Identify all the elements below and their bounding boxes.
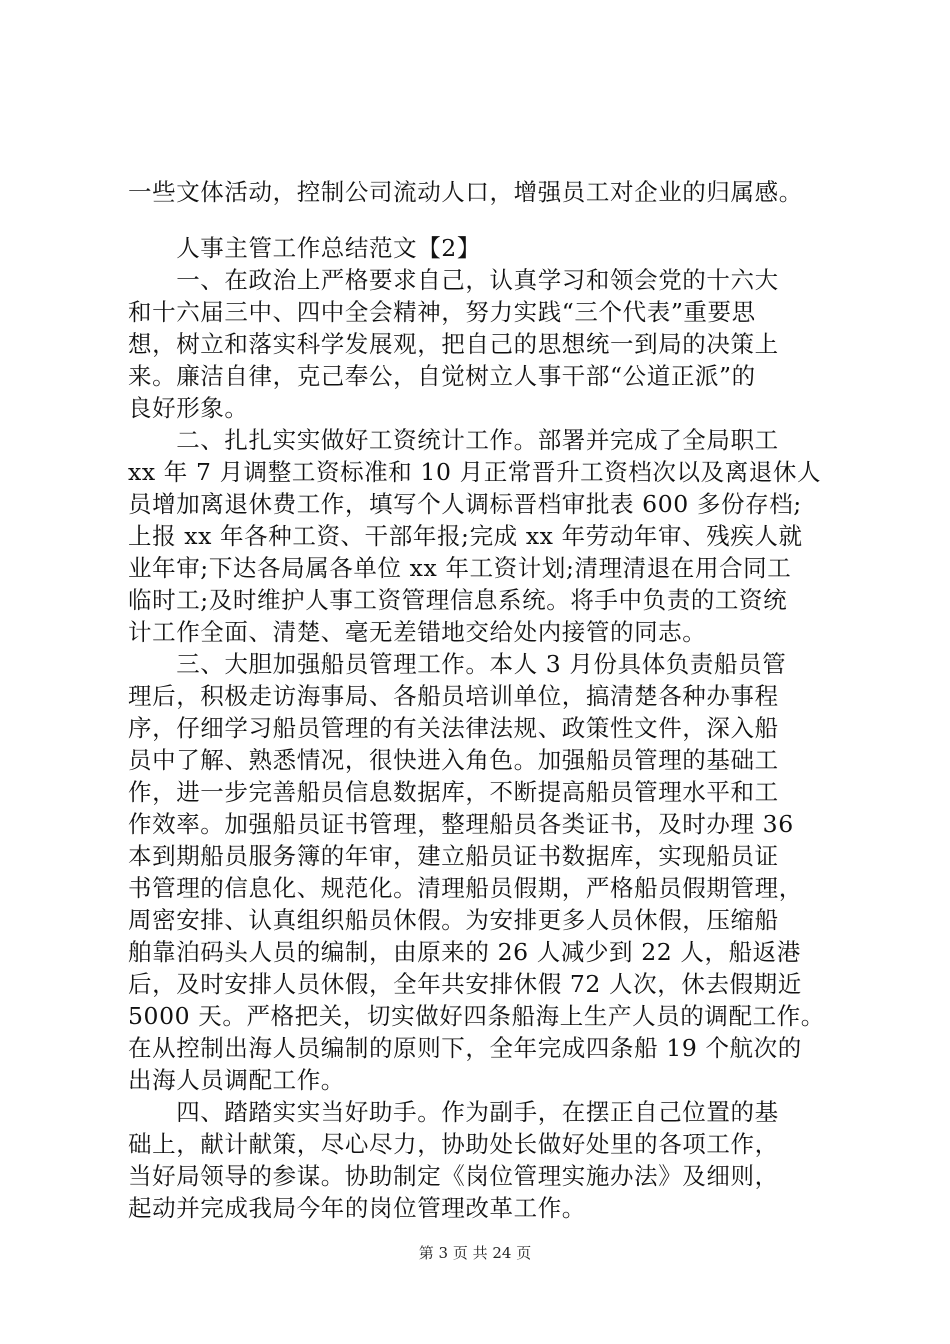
paragraph-line: 本到期船员服务簿的年审，建立船员证书数据库，实现船员证 (128, 842, 779, 870)
paragraph-line: 作，进一步完善船员信息数据库，不断提高船员管理水平和工 (128, 778, 779, 806)
paragraph-line: 后，及时安排人员休假，全年共安排休假 72 人次，休去假期近 (128, 970, 802, 998)
paragraph-line: 临时工;及时维护人事工资管理信息系统。将手中负责的工资统 (128, 586, 788, 614)
paragraph-line: 序，仔细学习船员管理的有关法律法规、政策性文件，深入船 (128, 714, 779, 742)
paragraph-line: 想，树立和落实科学发展观，把自己的思想统一到局的决策上 (128, 330, 779, 358)
paragraph-line: 出海人员调配工作。 (128, 1066, 345, 1094)
paragraph-line: 周密安排、认真组织船员休假。为安排更多人员休假，压缩船 (128, 906, 779, 934)
paragraph-line: 员中了解、熟悉情况，很快进入角色。加强船员管理的基础工 (128, 746, 779, 774)
paragraph-line: 来。廉洁自律，克己奉公，自觉树立人事干部“公道正派”的 (128, 362, 756, 390)
paragraph-line: 一些文体活动，控制公司流动人口，增强员工对企业的归属感。 (128, 178, 803, 206)
paragraph-line: 5000 天。严格把关，切实做好四条船海上生产人员的调配工作。 (128, 1002, 825, 1030)
paragraph-line: xx 年 7 月调整工资标准和 10 月正常晋升工资档次以及离退休人 (128, 458, 822, 486)
paragraph-line: 起动并完成我局今年的岗位管理改革工作。 (128, 1194, 586, 1222)
paragraph-line: 理后，积极走访海事局、各船员培训单位，搞清楚各种办事程 (128, 682, 779, 710)
paragraph-line: 四、踏踏实实当好助手。作为副手，在摆正自己位置的基 (128, 1098, 779, 1126)
paragraph-line: 二、扎扎实实做好工资统计工作。部署并完成了全局职工 (128, 426, 779, 454)
paragraph-line: 和十六届三中、四中全会精神，努力实践“三个代表”重要思 (128, 298, 756, 326)
paragraph-line: 书管理的信息化、规范化。清理船员假期，严格船员假期管理， (128, 874, 803, 902)
paragraph-line: 础上，献计献策，尽心尽力，协助处长做好处里的各项工作， (128, 1130, 779, 1158)
paragraph-line: 舶靠泊码头人员的编制，由原来的 26 人减少到 22 人，船返港 (128, 938, 801, 966)
paragraph-line: 三、大胆加强船员管理工作。本人 3 月份具体负责船员管 (128, 650, 787, 678)
paragraph-line: 计工作全面、清楚、毫无差错地交给处内接管的同志。 (128, 618, 707, 646)
paragraph-line: 良好形象。 (128, 394, 249, 422)
page-footer: 第 3 页 共 24 页 (418, 1244, 532, 1262)
paragraph-line: 上报 xx 年各种工资、干部年报;完成 xx 年劳动年审、残疾人就 (128, 522, 803, 550)
paragraph-line: 作效率。加强船员证书管理，整理船员各类证书，及时办理 36 (128, 810, 794, 838)
paragraph-line: 一、在政治上严格要求自己，认真学习和领会党的十六大 (128, 266, 779, 294)
paragraph-line: 人事主管工作总结范文【2】 (128, 234, 481, 262)
paragraph-line: 员增加离退休费工作，填写个人调标晋档审批表 600 多份存档; (128, 490, 802, 518)
paragraph-line: 当好局领导的参谋。协助制定《岗位管理实施办法》及细则， (128, 1162, 779, 1190)
paragraph-line: 业年审;下达各局属各单位 xx 年工资计划;清理清退在用合同工 (128, 554, 792, 582)
paragraph-line: 在从控制出海人员编制的原则下，全年完成四条船 19 个航次的 (128, 1034, 802, 1062)
